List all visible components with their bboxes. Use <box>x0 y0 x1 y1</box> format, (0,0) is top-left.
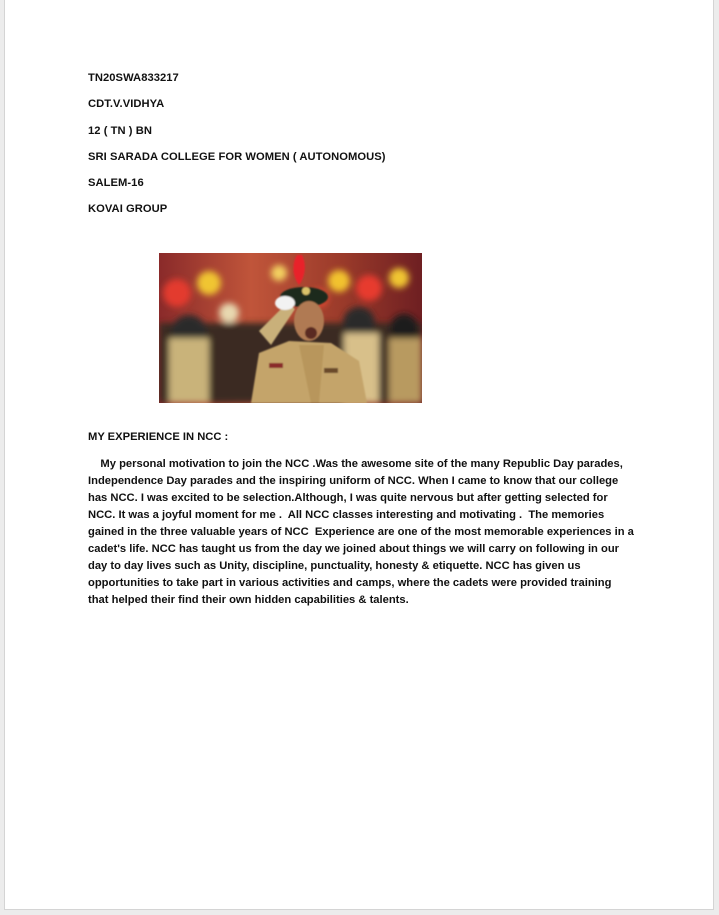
battalion: 12 ( TN ) BN <box>88 125 152 137</box>
group-name: KOVAI GROUP <box>88 203 168 215</box>
paragraph-line: NCC. It was a joyful moment for me . All NCC classes interesting and motivating . The memories <box>88 509 605 521</box>
paragraph-line: My personal motivation to join the NCC .Was the awesome site of the many Republic Day parades, <box>88 458 623 470</box>
college-city: SALEM-16 <box>88 177 144 189</box>
cadet-name: CDT.V.VIDHYA <box>88 98 165 110</box>
section-heading: MY EXPERIENCE IN NCC : <box>88 431 229 443</box>
paragraph-line: cadet's life. NCC has taught us from the day we joined about things we will carry on following in our <box>88 543 620 555</box>
paragraph-line: opportunities to take part in various activities and camps, where the cadets were provided training <box>88 577 612 589</box>
paragraph-line: Independence Day parades and the inspiring uniform of NCC. When I came to know that our college <box>88 475 619 487</box>
paragraph-line: day to day lives such as Unity, discipline, punctuality, honesty & etiquette. NCC has given us <box>88 560 581 572</box>
paragraph-line: gained in the three valuable years of NCC Experience are one of the most memorable experiences in a <box>88 526 634 538</box>
paragraph-line: has NCC. I was excited to be selection.Although, I was quite nervous but after getting selected for <box>88 492 608 504</box>
saluting-cadet-photo <box>159 253 422 403</box>
cadet-number: TN20SWA833217 <box>88 72 179 84</box>
document-page <box>4 0 714 910</box>
paragraph-line: that helped their find their own hidden capabilities & talents. <box>88 594 409 606</box>
college-name: SRI SARADA COLLEGE FOR WOMEN ( AUTONOMOUS) <box>88 151 386 163</box>
